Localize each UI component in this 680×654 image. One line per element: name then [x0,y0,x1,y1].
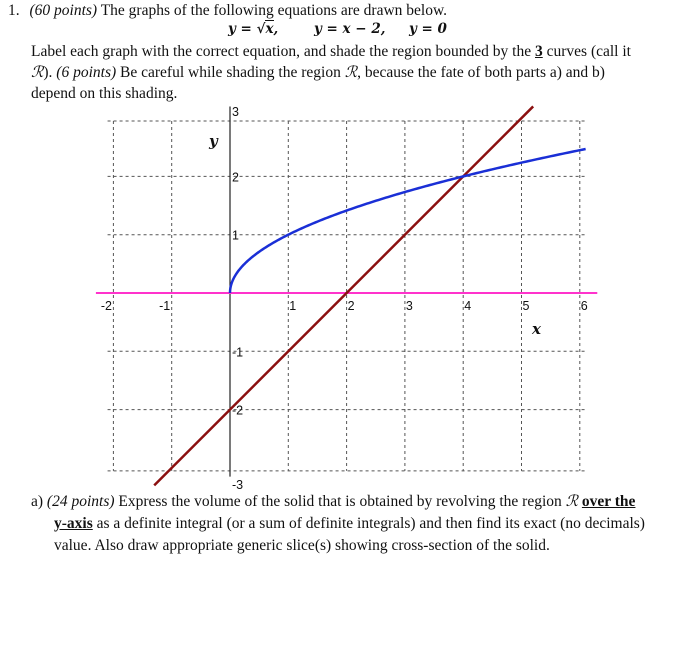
eq1-comma: , [273,21,279,37]
y-tick-label: -3 [232,477,244,492]
line2-text: Label each graph with the correct equation, and shade the region bounded by the [31,43,535,60]
region-symbol-2: ℛ [344,64,358,81]
x-tick-label: 5 [522,299,530,313]
intro-text: The graphs of the following equations are drawn below. [97,2,448,19]
problem-number: 1. [8,2,20,19]
part-a-yaxis: y-axis [54,515,93,532]
y-tick-label: 2 [232,170,239,185]
problem-line-4: depend on this shading. [31,85,178,102]
part-a-over: over the [581,493,636,510]
x-tick-label: 4 [464,299,472,313]
line3-b: Be careful while shading the region [116,64,345,81]
part-a-text1: Express the volume of the solid that is obtained by revolving the region [114,493,566,510]
eq1-lhs: y = [228,21,257,37]
equation-line: y = x − 2, [314,21,386,37]
eq1-radicand: x [265,21,274,37]
part-a-line-2 [54,513,645,534]
part-a-text2: as a definite integral (or a sum of definite integrals) and then find its exact (no decimals) [92,515,645,532]
part-a-points: (24 points) [46,493,115,510]
line3-points: (6 points) [56,64,117,81]
points-label: (60 points) [29,2,98,19]
part-a-region: ℛ [565,493,579,510]
x-axis-label: x [532,320,541,338]
curve-y-equals-sqrt-x [230,149,586,293]
part-a-label: a) [31,493,47,510]
line3-c: , because the fate of both parts a) and b) [357,64,605,81]
curve-y-equals-x-minus-2 [154,106,533,485]
line3-a: ). [43,64,57,81]
y-tick-label: 3 [232,105,239,120]
region-symbol: ℛ [31,64,44,81]
x-tick-label: 1 [289,299,297,313]
line2-end: curves (call it [542,43,631,60]
x-tick-label: -1 [159,299,171,313]
y-tick-label: -2 [232,403,244,418]
x-tick-label: 2 [347,299,355,313]
x-tick-label: 6 [580,299,588,313]
curve-count: 3 [535,43,543,60]
x-tick-label: 3 [405,299,413,313]
part-a-line-3: value. Also draw appropriate generic slice(s) showing cross-section of the solid. [54,537,550,554]
x-tick-label: -2 [100,299,112,313]
y-axis-label: y [209,132,218,150]
y-tick-label: 1 [232,228,239,243]
equation-sqrt: y = √x, [228,21,279,37]
y-tick-label: -1 [232,345,244,360]
equation-zero: y = 0 [409,21,447,37]
grid [108,121,586,471]
part-a-line-1 [31,491,635,512]
